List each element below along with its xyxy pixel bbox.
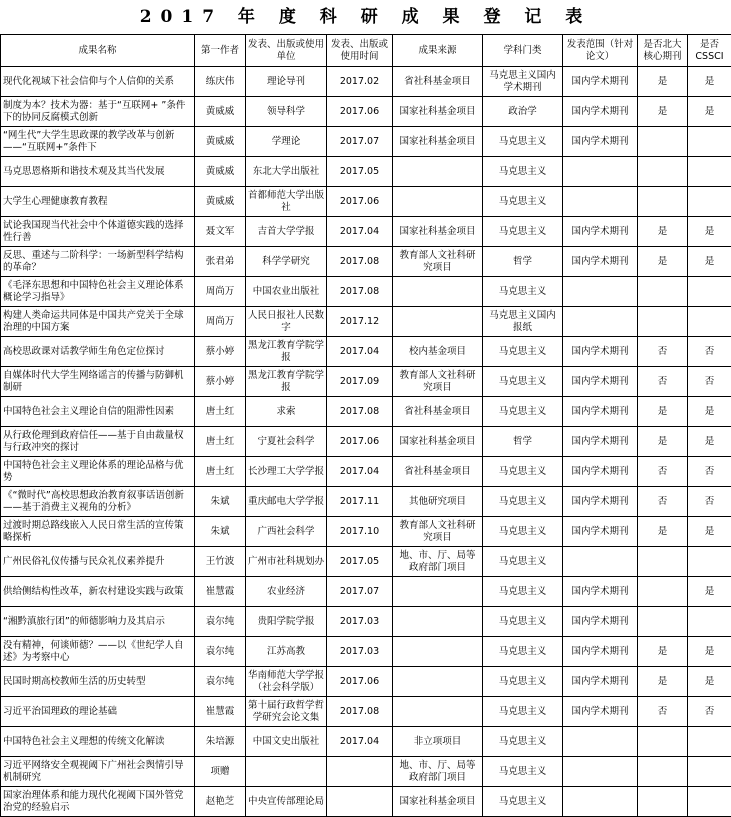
col-header-source: 成果来源 — [393, 35, 483, 67]
cell-scope: 国内学术期刊 — [563, 67, 638, 97]
cell-name: 中国特色社会主义理论体系的理论品格与优势 — [1, 457, 195, 487]
cell-author: 唐土红 — [195, 457, 246, 487]
cell-date: 2017.06 — [327, 187, 393, 217]
cell-name: 制度为本？技术为器：基于“互联网+ ”条件下的协同反腐模式创新 — [1, 97, 195, 127]
table-row — [1, 217, 731, 247]
cell-cssci: 否 — [688, 337, 731, 367]
cell-scope: 国内学术期刊 — [563, 517, 638, 547]
cell-pku-core: 是 — [638, 67, 688, 97]
cell-discipline: 哲学 — [483, 427, 563, 457]
cell-discipline: 马克思主义 — [483, 697, 563, 727]
cell-date — [327, 757, 393, 787]
cell-scope: 国内学术期刊 — [563, 637, 638, 667]
col-header-date: 发表、出版或使用时间 — [327, 35, 393, 67]
cell-source: 教育部人文社科研究项目 — [393, 367, 483, 397]
cell-name: 试论我国现当代社会中个体道德实践的选择性行善 — [1, 217, 195, 247]
cell-pku-core — [638, 577, 688, 607]
cell-scope: 国内学术期刊 — [563, 337, 638, 367]
cell-source — [393, 667, 483, 697]
cell-name: 《毛泽东思想和中国特色社会主义理论体系概论学习指导》 — [1, 277, 195, 307]
cell-date: 2017.09 — [327, 367, 393, 397]
cell-discipline: 马克思主义 — [483, 637, 563, 667]
cell-author: 张君弟 — [195, 247, 246, 277]
table-row — [1, 487, 731, 517]
cell-scope — [563, 727, 638, 757]
table-row — [1, 607, 731, 637]
table-row — [1, 457, 731, 487]
cell-name: 过渡时期总路线嵌入人民日常生活的宣传策略探析 — [1, 517, 195, 547]
cell-discipline: 马克思主义 — [483, 367, 563, 397]
cell-author: 袁尔纯 — [195, 637, 246, 667]
cell-date: 2017.08 — [327, 697, 393, 727]
cell-date — [327, 787, 393, 817]
cell-date: 2017.08 — [327, 397, 393, 427]
cell-name: 《“微时代”高校思想政治教育叙事话语创新——基于消费主义视角的分析》 — [1, 487, 195, 517]
cell-date: 2017.06 — [327, 427, 393, 457]
table-row — [1, 127, 731, 157]
cell-pku-core — [638, 607, 688, 637]
cell-discipline: 马克思主义 — [483, 217, 563, 247]
cell-cssci: 是 — [688, 517, 731, 547]
cell-cssci: 是 — [688, 427, 731, 457]
cell-name: 习近平网络安全观视阈下广州社会舆情引导机制研究 — [1, 757, 195, 787]
cell-publisher: 长沙理工大学学报 — [246, 457, 327, 487]
cell-publisher: 吉首大学学报 — [246, 217, 327, 247]
cell-publisher: 领导科学 — [246, 97, 327, 127]
cell-date: 2017.04 — [327, 727, 393, 757]
cell-publisher: 宁夏社会科学 — [246, 427, 327, 457]
cell-cssci: 是 — [688, 667, 731, 697]
cell-scope — [563, 307, 638, 337]
cell-source — [393, 577, 483, 607]
cell-pku-core — [638, 157, 688, 187]
cell-scope: 国内学术期刊 — [563, 397, 638, 427]
cell-publisher: 第十届行政哲学哲学研究会论文集 — [246, 697, 327, 727]
cell-scope: 国内学术期刊 — [563, 697, 638, 727]
cell-scope: 国内学术期刊 — [563, 367, 638, 397]
cell-discipline: 马克思主义国内学术期刊 — [483, 67, 563, 97]
cell-name: 构建人类命运共同体是中国共产党关于全球治理的中国方案 — [1, 307, 195, 337]
cell-scope — [563, 277, 638, 307]
cell-date: 2017.04 — [327, 217, 393, 247]
cell-name: 大学生心理健康教育教程 — [1, 187, 195, 217]
table-row — [1, 397, 731, 427]
cell-scope — [563, 187, 638, 217]
cell-cssci — [688, 127, 731, 157]
cell-cssci: 是 — [688, 397, 731, 427]
cell-source: 非立项项目 — [393, 727, 483, 757]
cell-source: 国家社科基金项目 — [393, 217, 483, 247]
table-row — [1, 427, 731, 457]
cell-source: 地、市、厅、局等政府部门项目 — [393, 757, 483, 787]
cell-name: 国家治理体系和能力现代化视阈下国外管党治党的经验启示 — [1, 787, 195, 817]
cell-discipline: 马克思主义 — [483, 727, 563, 757]
cell-date: 2017.08 — [327, 277, 393, 307]
cell-scope — [563, 787, 638, 817]
cell-author: 袁尔纯 — [195, 607, 246, 637]
cell-cssci — [688, 277, 731, 307]
cell-pku-core — [638, 547, 688, 577]
cell-date: 2017.07 — [327, 127, 393, 157]
cell-date: 2017.06 — [327, 97, 393, 127]
cell-discipline: 马克思主义 — [483, 607, 563, 637]
cell-source: 教育部人文社科研究项目 — [393, 517, 483, 547]
col-header-name: 成果名称 — [1, 35, 195, 67]
cell-name: 供给侧结构性改革，新农村建设实践与政策 — [1, 577, 195, 607]
col-header-scope: 发表范围（针对论文） — [563, 35, 638, 67]
cell-cssci — [688, 607, 731, 637]
cell-discipline: 马克思主义 — [483, 457, 563, 487]
cell-cssci — [688, 157, 731, 187]
cell-source — [393, 607, 483, 637]
cell-cssci — [688, 307, 731, 337]
cell-publisher: 广西社会科学 — [246, 517, 327, 547]
cell-name: 反思、重述与二阶科学：一场新型科学结构的革命？ — [1, 247, 195, 277]
cell-date: 2017.11 — [327, 487, 393, 517]
cell-scope: 国内学术期刊 — [563, 217, 638, 247]
cell-publisher: 求索 — [246, 397, 327, 427]
cell-author: 项赠 — [195, 757, 246, 787]
cell-cssci: 是 — [688, 247, 731, 277]
cell-cssci: 是 — [688, 67, 731, 97]
cell-publisher: 黑龙江教育学院学报 — [246, 337, 327, 367]
cell-scope: 国内学术期刊 — [563, 607, 638, 637]
cell-source: 省社科基金项目 — [393, 457, 483, 487]
col-header-cssci: 是否CSSCI — [688, 35, 731, 67]
cell-name: 没有精神，何谈师德？——以《世纪学人自述》为考察中心 — [1, 637, 195, 667]
table-row — [1, 547, 731, 577]
cell-source: 教育部人文社科研究项目 — [393, 247, 483, 277]
cell-author: 黄威威 — [195, 157, 246, 187]
cell-cssci: 是 — [688, 637, 731, 667]
cell-source: 省社科基金项目 — [393, 397, 483, 427]
cell-scope: 国内学术期刊 — [563, 487, 638, 517]
table-row — [1, 157, 731, 187]
cell-cssci — [688, 787, 731, 817]
cell-source — [393, 697, 483, 727]
cell-pku-core: 否 — [638, 337, 688, 367]
cell-discipline: 马克思主义 — [483, 277, 563, 307]
cell-date: 2017.04 — [327, 457, 393, 487]
table-row — [1, 367, 731, 397]
cell-publisher: 学理论 — [246, 127, 327, 157]
cell-author: 黄威威 — [195, 127, 246, 157]
cell-author: 赵艳芝 — [195, 787, 246, 817]
cell-discipline: 马克思主义 — [483, 667, 563, 697]
cell-publisher: 科学学研究 — [246, 247, 327, 277]
cell-source: 校内基金项目 — [393, 337, 483, 367]
cell-discipline: 马克思主义 — [483, 547, 563, 577]
cell-scope — [563, 547, 638, 577]
cell-cssci: 是 — [688, 217, 731, 247]
cell-date: 2017.05 — [327, 547, 393, 577]
cell-author: 黄威威 — [195, 97, 246, 127]
cell-date: 2017.10 — [327, 517, 393, 547]
cell-discipline: 马克思主义 — [483, 127, 563, 157]
cell-discipline: 马克思主义 — [483, 577, 563, 607]
table-row — [1, 247, 731, 277]
table-row — [1, 277, 731, 307]
cell-author: 朱培源 — [195, 727, 246, 757]
cell-publisher: 黑龙江教育学院学报 — [246, 367, 327, 397]
cell-date: 2017.04 — [327, 337, 393, 367]
cell-publisher: 中国文史出版社 — [246, 727, 327, 757]
cell-publisher: 江苏高教 — [246, 637, 327, 667]
cell-pku-core: 是 — [638, 637, 688, 667]
cell-pku-core: 否 — [638, 457, 688, 487]
cell-name: 现代化视域下社会信仰与个人信仰的关系 — [1, 67, 195, 97]
cell-name: 高校思政课对话教学师生角色定位探讨 — [1, 337, 195, 367]
table-row — [1, 727, 731, 757]
achievement-table — [0, 34, 731, 817]
cell-source: 国家社科基金项目 — [393, 427, 483, 457]
table-row — [1, 337, 731, 367]
cell-pku-core: 否 — [638, 367, 688, 397]
cell-name: 广州民俗礼仪传播与民众礼仪素养提升 — [1, 547, 195, 577]
cell-pku-core: 是 — [638, 397, 688, 427]
cell-source — [393, 157, 483, 187]
col-header-pku-core: 是否北大核心期刊 — [638, 35, 688, 67]
cell-scope — [563, 157, 638, 187]
cell-source: 地、市、厅、局等政府部门项目 — [393, 547, 483, 577]
cell-name: 自媒体时代大学生网络谣言的传播与防御机制研 — [1, 367, 195, 397]
table-row — [1, 697, 731, 727]
table-row — [1, 757, 731, 787]
cell-scope: 国内学术期刊 — [563, 457, 638, 487]
cell-pku-core — [638, 127, 688, 157]
cell-pku-core: 是 — [638, 427, 688, 457]
cell-pku-core — [638, 787, 688, 817]
cell-publisher: 广州市社科规划办 — [246, 547, 327, 577]
cell-pku-core: 否 — [638, 697, 688, 727]
cell-author: 王竹波 — [195, 547, 246, 577]
cell-author: 唐土红 — [195, 397, 246, 427]
table-row — [1, 307, 731, 337]
cell-source — [393, 187, 483, 217]
cell-pku-core: 是 — [638, 217, 688, 247]
cell-discipline: 马克思主义 — [483, 757, 563, 787]
cell-discipline: 哲学 — [483, 247, 563, 277]
cell-publisher: 中国农业出版社 — [246, 277, 327, 307]
cell-name: “网生代”大学生思政课的教学改革与创新——“互联网+”条件下 — [1, 127, 195, 157]
cell-source: 国家社科基金项目 — [393, 787, 483, 817]
cell-author: 袁尔纯 — [195, 667, 246, 697]
cell-name: “湘黔滇旅行团”的师德影响力及其启示 — [1, 607, 195, 637]
cell-cssci — [688, 757, 731, 787]
cell-source: 省社科基金项目 — [393, 67, 483, 97]
cell-author: 黄威威 — [195, 187, 246, 217]
cell-author: 练庆伟 — [195, 67, 246, 97]
cell-pku-core: 是 — [638, 97, 688, 127]
cell-author: 周尚万 — [195, 307, 246, 337]
cell-publisher: 重庆邮电大学学报 — [246, 487, 327, 517]
table-row — [1, 97, 731, 127]
cell-discipline: 马克思主义 — [483, 487, 563, 517]
cell-name: 马克思恩格斯和谐技术观及其当代发展 — [1, 157, 195, 187]
cell-discipline: 马克思主义国内报纸 — [483, 307, 563, 337]
cell-discipline: 马克思主义 — [483, 337, 563, 367]
cell-publisher: 东北大学出版社 — [246, 157, 327, 187]
cell-source: 国家社科基金项目 — [393, 97, 483, 127]
cell-pku-core: 否 — [638, 487, 688, 517]
cell-cssci: 是 — [688, 97, 731, 127]
cell-name: 从行政伦理到政府信任——基于自由裁量权与行政冲突的探讨 — [1, 427, 195, 457]
cell-author: 朱斌 — [195, 517, 246, 547]
cell-source — [393, 277, 483, 307]
cell-date: 2017.07 — [327, 577, 393, 607]
cell-discipline: 马克思主义 — [483, 397, 563, 427]
cell-publisher: 首都师范大学出版社 — [246, 187, 327, 217]
cell-author: 蔡小婷 — [195, 337, 246, 367]
cell-publisher: 人民日报社人民数字 — [246, 307, 327, 337]
cell-cssci: 否 — [688, 487, 731, 517]
cell-pku-core — [638, 277, 688, 307]
cell-pku-core — [638, 757, 688, 787]
cell-name: 中国特色社会主义理论自信的阻滞性因素 — [1, 397, 195, 427]
cell-author: 崔慧霞 — [195, 697, 246, 727]
cell-author: 唐土红 — [195, 427, 246, 457]
table-row — [1, 667, 731, 697]
cell-date: 2017.05 — [327, 157, 393, 187]
cell-scope: 国内学术期刊 — [563, 127, 638, 157]
cell-pku-core: 是 — [638, 667, 688, 697]
cell-date: 2017.03 — [327, 637, 393, 667]
cell-author: 聂文军 — [195, 217, 246, 247]
cell-date: 2017.02 — [327, 67, 393, 97]
table-row — [1, 637, 731, 667]
table-row — [1, 787, 731, 817]
table-row — [1, 67, 731, 97]
col-header-author: 第一作者 — [195, 35, 246, 67]
cell-discipline: 政治学 — [483, 97, 563, 127]
cell-cssci: 否 — [688, 697, 731, 727]
cell-scope: 国内学术期刊 — [563, 97, 638, 127]
cell-pku-core: 是 — [638, 247, 688, 277]
col-header-discipline: 学科门类 — [483, 35, 563, 67]
cell-pku-core: 是 — [638, 517, 688, 547]
cell-cssci — [688, 187, 731, 217]
cell-author: 朱斌 — [195, 487, 246, 517]
cell-discipline: 马克思主义 — [483, 517, 563, 547]
cell-cssci: 否 — [688, 457, 731, 487]
col-header-publisher: 发表、出版或使用单位 — [246, 35, 327, 67]
cell-publisher: 中央宣传部理论局 — [246, 787, 327, 817]
cell-discipline: 马克思主义 — [483, 187, 563, 217]
cell-discipline: 马克思主义 — [483, 787, 563, 817]
cell-publisher: 贵阳学院学报 — [246, 607, 327, 637]
cell-cssci: 是 — [688, 577, 731, 607]
table-row — [1, 577, 731, 607]
cell-author: 蔡小婷 — [195, 367, 246, 397]
cell-name: 习近平治国理政的理论基础 — [1, 697, 195, 727]
cell-date: 2017.03 — [327, 607, 393, 637]
page-title: 2017 年 度 科 研 成 果 登 记 表 — [0, 0, 731, 34]
cell-scope: 国内学术期刊 — [563, 577, 638, 607]
cell-date: 2017.06 — [327, 667, 393, 697]
cell-cssci — [688, 547, 731, 577]
cell-name: 民国时期高校教师生活的历史转型 — [1, 667, 195, 697]
cell-date: 2017.08 — [327, 247, 393, 277]
cell-source: 国家社科基金项目 — [393, 127, 483, 157]
cell-author: 崔慧霞 — [195, 577, 246, 607]
cell-pku-core — [638, 727, 688, 757]
cell-publisher — [246, 757, 327, 787]
cell-name: 中国特色社会主义理想的传统文化解读 — [1, 727, 195, 757]
cell-discipline: 马克思主义 — [483, 157, 563, 187]
cell-author: 周尚万 — [195, 277, 246, 307]
cell-scope — [563, 757, 638, 787]
cell-publisher: 农业经济 — [246, 577, 327, 607]
cell-cssci — [688, 727, 731, 757]
cell-publisher: 理论导刊 — [246, 67, 327, 97]
table-row — [1, 187, 731, 217]
cell-source — [393, 307, 483, 337]
header-row — [1, 35, 731, 67]
table-row — [1, 517, 731, 547]
cell-scope: 国内学术期刊 — [563, 247, 638, 277]
cell-date: 2017.12 — [327, 307, 393, 337]
cell-pku-core — [638, 187, 688, 217]
cell-cssci: 否 — [688, 367, 731, 397]
cell-scope: 国内学术期刊 — [563, 667, 638, 697]
cell-pku-core — [638, 307, 688, 337]
cell-source: 其他研究项目 — [393, 487, 483, 517]
cell-publisher: 华南师范大学学报（社会科学版） — [246, 667, 327, 697]
cell-scope: 国内学术期刊 — [563, 427, 638, 457]
cell-source — [393, 637, 483, 667]
